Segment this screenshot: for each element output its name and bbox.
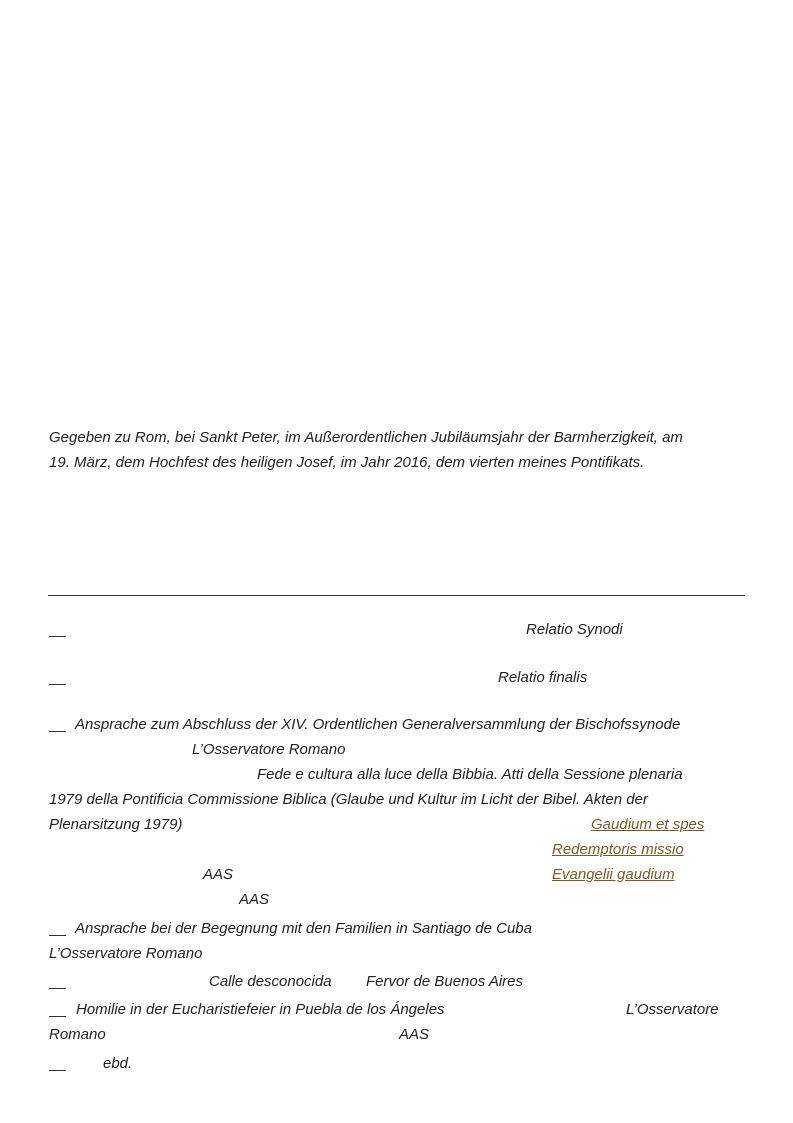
footnote-5-title-2: Fervor de Buenos Aires — [366, 973, 524, 990]
footnote-5-title-1: Calle desconocida — [209, 973, 332, 990]
redemptoris-missio-link[interactable]: Redemptoris missio — [552, 841, 684, 858]
footnote-marker-2 — [49, 684, 66, 685]
footnote-marker-1 — [49, 636, 66, 637]
footnote-marker-4 — [49, 935, 66, 936]
footnote-6-aas: AAS — [399, 1026, 430, 1043]
closing-line-1: Gegeben zu Rom, bei Sankt Peter, im Außerordentlichen Jubiläumsjahr der Barmherzigkeit, am — [49, 429, 683, 446]
footnote-marker-7 — [49, 1070, 66, 1071]
footnote-marker-3 — [49, 731, 66, 732]
evangelii-gaudium-link[interactable]: Evangelii gaudium — [552, 866, 675, 883]
footnote-6-osservatore: L’Osservatore — [626, 1001, 719, 1018]
footnote-7-text: ebd. — [103, 1055, 133, 1072]
footnote-3-aas-2: AAS — [239, 891, 270, 908]
footnote-3-line-4: 1979 della Pontificia Commissione Biblica (Glaube und Kultur im Licht der Bibel. Akten der — [49, 791, 648, 808]
footnote-6-romano: Romano — [49, 1026, 106, 1043]
footnote-separator — [48, 595, 745, 596]
closing-paragraph — [49, 425, 749, 475]
footnote-4-line-2: L’Osservatore Romano — [49, 945, 203, 962]
footnote-3-aas-1: AAS — [203, 866, 234, 883]
footnote-2-text: Relatio finalis — [498, 669, 588, 686]
footnote-3-line-5: Plenarsitzung 1979) — [49, 816, 183, 833]
footnote-6-line-1: Homilie in der Eucharistiefeier in Puebla de los Ángeles — [76, 1001, 445, 1018]
footnote-3-line-2: L’Osservatore Romano — [192, 741, 346, 758]
footnote-marker-5 — [49, 988, 66, 989]
footnote-3-line-1: Ansprache zum Abschluss der XIV. Ordentlichen Generalversammlung der Bischofssynode — [75, 716, 681, 733]
footnote-3-line-3: Fede e cultura alla luce della Bibbia. Atti della Sessione plenaria — [257, 766, 683, 783]
gaudium-et-spes-link[interactable]: Gaudium et spes — [591, 816, 705, 833]
footnote-4-line-1: Ansprache bei der Begegnung mit den Familien in Santiago de Cuba — [75, 920, 532, 937]
footnote-1-text: Relatio Synodi — [526, 621, 623, 638]
closing-line-2: 19. März, dem Hochfest des heiligen Josef, im Jahr 2016, dem vierten meines Pontifikats. — [49, 454, 645, 471]
footnote-marker-6 — [49, 1016, 66, 1017]
